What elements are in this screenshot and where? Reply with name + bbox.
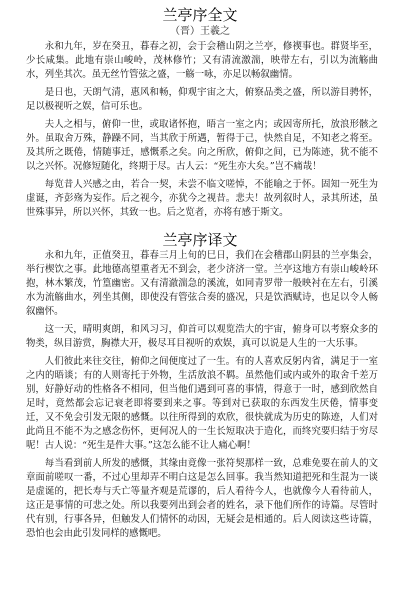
translation-title: 兰亭序译文 xyxy=(162,231,238,249)
original-paragraph-3: 夫人之相与，俯仰一世，或取诸怀抱，晤言一室之内；或因寄所托，放浪形骸之外。虽取舍万殊，静躁不同，当其欣于所遇，暂得于己，快然自足，不知老之将至。及其所之既倦，情随事迁，感慨系之矣。向之所欣，俯仰之间，已为陈迹，犹不能不以之兴怀。况修短随化，终期于尽。古人云：“死生亦大矣。”岂不痛哉！ xyxy=(26,119,378,172)
original-paragraph-1: 永和九年，岁在癸丑，暮春之初，会于会稽山阴之兰亭，修禊事也。群贤毕至，少长咸集。此地有崇山峻岭，茂林修竹；又有清流激湍，映带左右，引以为流觞曲水，列坐其次。虽无丝竹管弦之盛，一觞一咏，亦足以畅叙幽情。 xyxy=(26,41,378,80)
translation-text xyxy=(26,249,378,545)
original-paragraph-4: 每览昔人兴感之由，若合一契，未尝不临文嗟悼，不能喻之于怀。固知一死生为虚诞，齐彭殇为妄作。后之视今，亦犹今之视昔。悲夫！故列叙时人，录其所述，虽世殊事异，所以兴怀，其致一也。后之览者，亦将有感于斯文。 xyxy=(26,179,378,218)
translation-paragraph-2: 这一天，晴明爽朗，和风习习，仰首可以观览浩大的宇宙，俯身可以考察众多的物类，纵目游赏，胸襟大开，极尽耳目视听的欢娱，真可以说是人生的一大乐事。 xyxy=(26,324,378,349)
original-title: 兰亭序全文 xyxy=(162,6,238,24)
translation-paragraph-3: 人们彼此来往交往，俯仰之间便度过了一生。有的人喜欢反躬内省，满足于一室之内的晤谈；有的人则寄托于外物，生活放浪不羁。虽然他们或内或外的取舍千差万别，好静好动的性格各不相同，但当他们遇到可喜的事情，得意于一时，感到欣然自足时，竟然都会忘记衰老即将要到来之事。等到对已获取的东西发生厌倦，情事变迁，又不免会引发无限的感慨。以往所得到的欢欣，很快就成为历史的陈迹，人们对此尚且不能不为之感念伤怀，更何况人的一生长短取决于造化，而终究要归结于穷尽呢！古人说：“死生是件大事。”这怎么能不让人痛心啊！ xyxy=(26,356,378,451)
translation-paragraph-4: 每当看到前人所发的感慨，其缘由竟像一张符契那样一致，总难免要在前人的文章面前嗟叹一番，不过心里却弄不明白这是怎么回事。我当然知道把死和生混为一谈是虚诞的，把长寿与夭亡等量齐观是荒谬的，后人看待今人，也就像今人看待前人，这正是事情的可悲之处。所以我要列出到会者的姓名，录下他们所作的诗篇。尽管时代有别，行事各异，但触发人们情怀的动因，无疑会是相通的。后人阅读这些诗篇，恐怕也会由此引发同样的感慨吧。 xyxy=(26,458,378,539)
author-line: （晋）王羲之 xyxy=(170,26,230,37)
translation-paragraph-1: 永和九年，正值癸丑，暮春三月上旬的巳日，我们在会稽郡山阴县的兰亭集会，举行楔饮之事。此地德高望重者无不到会，老少济济一堂。兰亭这地方有崇山峻岭环抱，林木繁茂，竹篁幽密。又有清澈湍急的溪流，如同青罗带一般映衬在左右，引溪水为流觞曲水，列坐其侧，即使没有管弦合奏的盛况，只是饮酒赋诗，也足以令人畅叙幽怀。 xyxy=(26,250,378,317)
original-text xyxy=(26,40,378,224)
original-paragraph-2: 是日也，天朗气清，惠风和畅，仰观宇宙之大，俯察品类之盛，所以游目骋怀，足以极视听之娱，信可乐也。 xyxy=(26,87,378,112)
